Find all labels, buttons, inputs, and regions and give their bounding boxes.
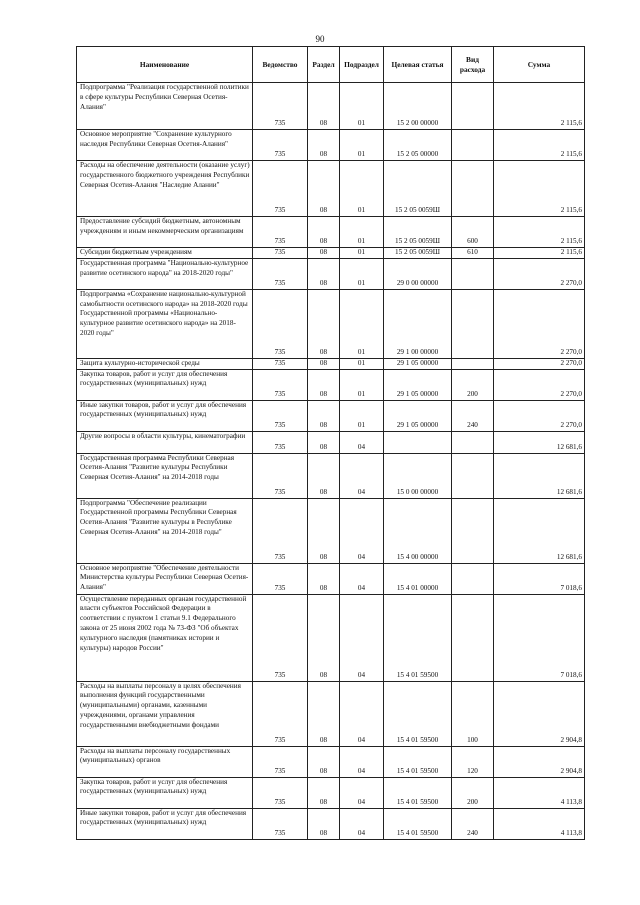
row-name-cell: Государственная программа Республики Северная Осетия-Алания "Развитие культуры Республики Северная Осетия-Алания" на 2014-2018 годы [77, 453, 253, 498]
row-name-cell: Иные закупки товаров, работ и услуг для обеспечения государственных (муниципальных) нужд [77, 808, 253, 839]
row-name-cell: Расходы на выплаты персоналу государственных (муниципальных) органов [77, 746, 253, 777]
header-dept: Ведомство [253, 47, 308, 83]
row-sum-cell: 2 270,0 [494, 358, 585, 369]
table-row [77, 400, 585, 431]
row-name-cell: Осуществление переданных органам государственной власти субъектов Российской Федерации в соответствии с пунктом 1 статьи 9.1 Федерального закона от 25 июня 2002 года № 73-ФЗ "Об объектах культурного наследия (памятниках истории и культуры) народов России" [77, 594, 253, 681]
row-target-cell: 15 4 01 59500 [384, 777, 452, 808]
row-section-cell: 08 [308, 83, 340, 130]
table-body [77, 83, 585, 840]
row-name-cell: Субсидии бюджетным учреждениям [77, 248, 253, 259]
row-expense-type-cell: 120 [452, 746, 494, 777]
row-dept-cell: 735 [253, 808, 308, 839]
row-subsection-cell: 04 [340, 808, 384, 839]
row-sum-cell: 4 113,8 [494, 777, 585, 808]
row-target-cell: 15 2 05 00000 [384, 130, 452, 161]
row-target-cell: 29 0 00 00000 [384, 258, 452, 289]
row-subsection-cell: 01 [340, 248, 384, 259]
row-expense-type-cell [452, 258, 494, 289]
row-section-cell: 08 [308, 594, 340, 681]
row-expense-type-cell [452, 358, 494, 369]
table-row [77, 358, 585, 369]
row-section-cell: 08 [308, 777, 340, 808]
row-expense-type-cell [452, 83, 494, 130]
row-sum-cell: 2 115,6 [494, 217, 585, 248]
row-sum-cell: 2 270,0 [494, 289, 585, 358]
row-target-cell: 15 0 00 00000 [384, 453, 452, 498]
table-row [77, 258, 585, 289]
row-subsection-cell: 01 [340, 400, 384, 431]
row-expense-type-cell: 100 [452, 681, 494, 746]
row-section-cell: 08 [308, 746, 340, 777]
header-expense-type: Вид расхода [452, 47, 494, 83]
row-sum-cell: 7 018,6 [494, 594, 585, 681]
row-expense-type-cell [452, 453, 494, 498]
row-expense-type-cell [452, 161, 494, 217]
table-row [77, 130, 585, 161]
page-number: 90 [315, 34, 325, 44]
row-name-cell: Предоставление субсидий бюджетным, автономным учреждениям и иным некоммерческим организациям [77, 217, 253, 248]
row-section-cell: 08 [308, 808, 340, 839]
row-name-cell: Расходы на выплаты персоналу в целях обеспечения выполнения функций государственными (муниципальными) органами, казенными учреждениями, органами управления государственными внебюджетными фондами [77, 681, 253, 746]
row-dept-cell: 735 [253, 258, 308, 289]
row-sum-cell: 12 681,6 [494, 431, 585, 453]
row-section-cell: 08 [308, 289, 340, 358]
table-row [77, 453, 585, 498]
row-subsection-cell: 01 [340, 217, 384, 248]
row-sum-cell: 2 270,0 [494, 258, 585, 289]
row-dept-cell: 735 [253, 431, 308, 453]
row-target-cell: 15 2 00 00000 [384, 83, 452, 130]
row-name-cell: Основное мероприятие "Сохранение культурного наследия Республики Северная Осетия-Алания" [77, 130, 253, 161]
row-expense-type-cell [452, 594, 494, 681]
header-subsection: Подраздел [340, 47, 384, 83]
row-dept-cell: 735 [253, 83, 308, 130]
row-expense-type-cell: 200 [452, 777, 494, 808]
table-row [77, 217, 585, 248]
table-row [77, 777, 585, 808]
table-row [77, 248, 585, 259]
row-target-cell: 15 2 05 0059Ш [384, 248, 452, 259]
table-row [77, 369, 585, 400]
row-expense-type-cell [452, 130, 494, 161]
row-name-cell: Защита культурно-исторической среды [77, 358, 253, 369]
row-subsection-cell: 01 [340, 83, 384, 130]
row-name-cell: Подпрограмма «Сохранение национально-культурной самобытности осетинского народа» на 2018-2020 годы Государственной программы «Национально-культурное развитие осетинского народа» на 2018-2020 годы" [77, 289, 253, 358]
row-expense-type-cell: 200 [452, 369, 494, 400]
row-name-cell: Иные закупки товаров, работ и услуг для обеспечения государственных (муниципальных) нужд [77, 400, 253, 431]
row-section-cell: 08 [308, 563, 340, 594]
row-expense-type-cell [452, 289, 494, 358]
row-sum-cell: 4 113,8 [494, 808, 585, 839]
row-sum-cell: 12 681,6 [494, 498, 585, 563]
row-dept-cell: 735 [253, 777, 308, 808]
row-sum-cell: 2 904,8 [494, 746, 585, 777]
header-name: Наименование [77, 47, 253, 83]
header-sum: Сумма [494, 47, 585, 83]
row-target-cell: 15 4 01 59500 [384, 681, 452, 746]
row-dept-cell: 735 [253, 746, 308, 777]
row-sum-cell: 2 270,0 [494, 400, 585, 431]
table-row [77, 289, 585, 358]
row-name-cell: Подпрограмма "Обеспечение реализации Государственной программы Республики Северная Осетия-Алания "Развитие культуры в Республике Северная Осетия-Алания" на 2014-2018 годы" [77, 498, 253, 563]
table-row [77, 161, 585, 217]
table-row [77, 563, 585, 594]
row-target-cell: 29 1 05 00000 [384, 358, 452, 369]
row-name-cell: Закупка товаров, работ и услуг для обеспечения государственных (муниципальных) нужд [77, 777, 253, 808]
row-name-cell: Государственная программа "Национально-культурное развитие осетинского народа" на 2018-2020 годы" [77, 258, 253, 289]
row-dept-cell: 735 [253, 369, 308, 400]
table-header-row [77, 47, 585, 83]
row-subsection-cell: 01 [340, 161, 384, 217]
row-dept-cell: 735 [253, 681, 308, 746]
row-sum-cell: 2 115,6 [494, 83, 585, 130]
row-dept-cell: 735 [253, 594, 308, 681]
row-target-cell: 29 1 05 00000 [384, 369, 452, 400]
row-section-cell: 08 [308, 258, 340, 289]
row-dept-cell: 735 [253, 130, 308, 161]
row-target-cell: 29 1 05 00000 [384, 400, 452, 431]
row-target-cell: 15 4 00 00000 [384, 498, 452, 563]
row-subsection-cell: 01 [340, 258, 384, 289]
row-subsection-cell: 04 [340, 777, 384, 808]
header-target: Целевая статья [384, 47, 452, 83]
row-section-cell: 08 [308, 431, 340, 453]
row-subsection-cell: 01 [340, 289, 384, 358]
row-sum-cell: 2 270,0 [494, 369, 585, 400]
row-target-cell: 15 2 05 0059Ш [384, 161, 452, 217]
row-subsection-cell: 01 [340, 130, 384, 161]
row-section-cell: 08 [308, 161, 340, 217]
row-sum-cell: 2 904,8 [494, 681, 585, 746]
table-row [77, 594, 585, 681]
row-expense-type-cell [452, 431, 494, 453]
row-sum-cell: 2 115,6 [494, 130, 585, 161]
row-expense-type-cell: 610 [452, 248, 494, 259]
table-row [77, 431, 585, 453]
row-name-cell: Основное мероприятие "Обеспечение деятельности Министерства культуры Республики Северная Осетия-Алания" [77, 563, 253, 594]
row-subsection-cell: 04 [340, 498, 384, 563]
row-subsection-cell: 01 [340, 358, 384, 369]
row-section-cell: 08 [308, 217, 340, 248]
row-dept-cell: 735 [253, 498, 308, 563]
row-sum-cell: 2 115,6 [494, 161, 585, 217]
row-subsection-cell: 04 [340, 563, 384, 594]
row-dept-cell: 735 [253, 358, 308, 369]
row-dept-cell: 735 [253, 563, 308, 594]
header-section: Раздел [308, 47, 340, 83]
row-section-cell: 08 [308, 400, 340, 431]
row-name-cell: Подпрограмма "Реализация государственной политики в сфере культуры Республики Северная Осетия-Алания" [77, 83, 253, 130]
row-name-cell: Другие вопросы в области культуры, кинематографии [77, 431, 253, 453]
row-target-cell: 15 4 01 59500 [384, 746, 452, 777]
table-row [77, 681, 585, 746]
row-subsection-cell: 04 [340, 453, 384, 498]
row-dept-cell: 735 [253, 289, 308, 358]
row-section-cell: 08 [308, 453, 340, 498]
table-row [77, 808, 585, 839]
table-row [77, 83, 585, 130]
row-subsection-cell: 04 [340, 746, 384, 777]
row-dept-cell: 735 [253, 248, 308, 259]
row-name-cell: Расходы на обеспечение деятельности (оказание услуг) государственного бюджетного учреждения Республики Северная Осетия-Алания "Наследие Алании" [77, 161, 253, 217]
row-expense-type-cell: 240 [452, 400, 494, 431]
row-sum-cell: 12 681,6 [494, 453, 585, 498]
budget-table [76, 46, 585, 840]
row-section-cell: 08 [308, 130, 340, 161]
row-section-cell: 08 [308, 248, 340, 259]
row-target-cell: 15 2 05 0059Ш [384, 217, 452, 248]
row-expense-type-cell [452, 563, 494, 594]
row-target-cell: 15 4 01 59500 [384, 594, 452, 681]
row-subsection-cell: 04 [340, 594, 384, 681]
row-target-cell: 15 4 01 59500 [384, 808, 452, 839]
table-row [77, 746, 585, 777]
row-name-cell: Закупка товаров, работ и услуг для обеспечения государственных (муниципальных) нужд [77, 369, 253, 400]
row-expense-type-cell [452, 498, 494, 563]
row-dept-cell: 735 [253, 161, 308, 217]
row-dept-cell: 735 [253, 453, 308, 498]
row-section-cell: 08 [308, 369, 340, 400]
row-section-cell: 08 [308, 358, 340, 369]
row-section-cell: 08 [308, 681, 340, 746]
row-dept-cell: 735 [253, 217, 308, 248]
row-dept-cell: 735 [253, 400, 308, 431]
row-expense-type-cell: 600 [452, 217, 494, 248]
row-target-cell [384, 431, 452, 453]
row-subsection-cell: 04 [340, 431, 384, 453]
row-subsection-cell: 04 [340, 681, 384, 746]
row-target-cell: 29 1 00 00000 [384, 289, 452, 358]
row-sum-cell: 2 115,6 [494, 248, 585, 259]
row-subsection-cell: 01 [340, 369, 384, 400]
row-expense-type-cell: 240 [452, 808, 494, 839]
row-section-cell: 08 [308, 498, 340, 563]
row-target-cell: 15 4 01 00000 [384, 563, 452, 594]
table-row [77, 498, 585, 563]
row-sum-cell: 7 018,6 [494, 563, 585, 594]
